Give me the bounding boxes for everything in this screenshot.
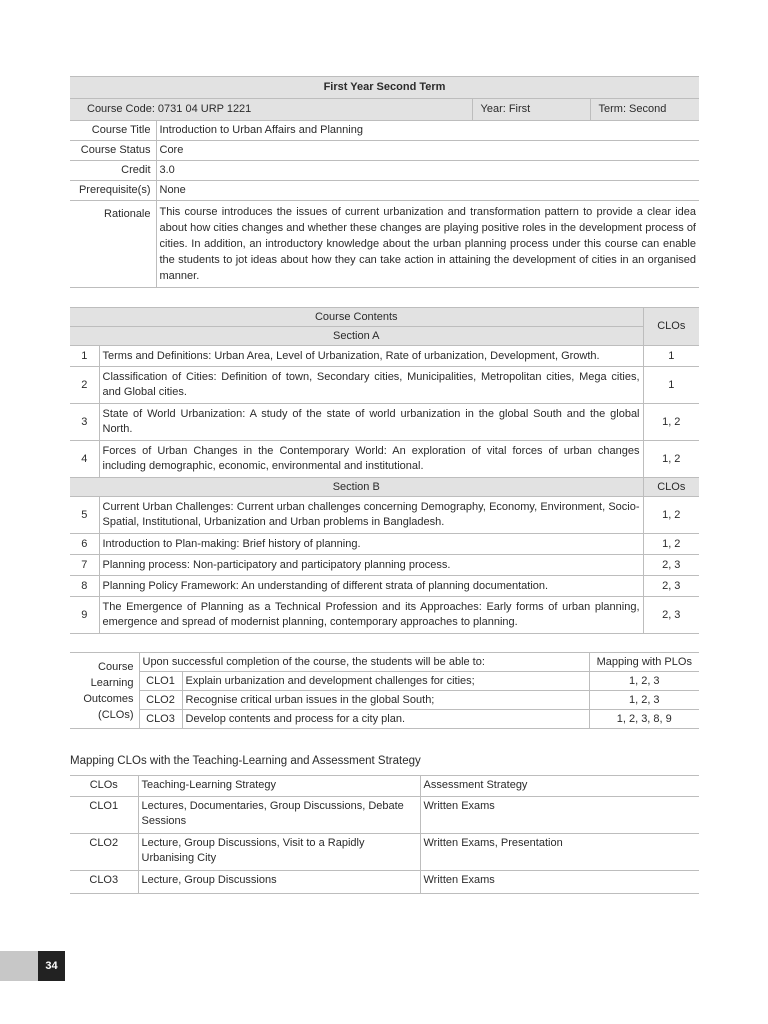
content-clo: 1 bbox=[643, 367, 699, 404]
content-text: Introduction to Plan-making: Brief history of planning. bbox=[99, 534, 643, 555]
info-value: Introduction to Urban Affairs and Planning bbox=[156, 121, 699, 141]
content-row bbox=[70, 497, 699, 534]
content-number: 7 bbox=[70, 555, 99, 576]
info-label: Prerequisite(s) bbox=[70, 181, 156, 201]
info-row-credit bbox=[70, 161, 699, 181]
mapping-assessment: Written Exams bbox=[420, 871, 699, 894]
content-clo: 1, 2 bbox=[643, 534, 699, 555]
outcome-code: CLO2 bbox=[139, 691, 182, 710]
mapping-header-assessment: Assessment Strategy bbox=[420, 776, 699, 797]
term-title: First Year Second Term bbox=[70, 77, 699, 99]
page-number: 34 bbox=[38, 951, 65, 981]
term-label: Term: Second bbox=[590, 99, 699, 121]
content-row bbox=[70, 346, 699, 367]
mapping-clo: CLO1 bbox=[70, 797, 138, 834]
outcome-text: Explain urbanization and development challenges for cities; bbox=[182, 672, 589, 691]
course-info-table bbox=[70, 76, 699, 288]
content-row bbox=[70, 441, 699, 478]
outcome-plos: 1, 2, 3 bbox=[589, 672, 699, 691]
mapping-plos-header: Mapping with PLOs bbox=[589, 653, 699, 672]
info-row-rationale bbox=[70, 201, 699, 288]
content-number: 5 bbox=[70, 497, 99, 534]
content-number: 4 bbox=[70, 441, 99, 478]
content-number: 6 bbox=[70, 534, 99, 555]
footer-band bbox=[0, 951, 38, 981]
content-row bbox=[70, 367, 699, 404]
mapping-teaching: Lecture, Group Discussions, Visit to a Rapidly Urbanising City bbox=[138, 834, 420, 871]
content-row bbox=[70, 597, 699, 634]
section-b-header: Section B bbox=[70, 478, 643, 497]
content-text: Current Urban Challenges: Current urban challenges concerning Demography, Economy, Environment, Socio-Spatial, Institutional, Urbanization and Urban problems in Bangladesh. bbox=[99, 497, 643, 534]
content-row bbox=[70, 576, 699, 597]
content-clo: 2, 3 bbox=[643, 555, 699, 576]
course-contents-header: Course Contents bbox=[70, 308, 643, 327]
outcome-plos: 1, 2, 3 bbox=[589, 691, 699, 710]
mapping-title: Mapping CLOs with the Teaching-Learning and Assessment Strategy bbox=[70, 755, 421, 767]
content-clo: 1 bbox=[643, 346, 699, 367]
content-clo: 1, 2 bbox=[643, 497, 699, 534]
content-clo: 1, 2 bbox=[643, 404, 699, 441]
mapping-clo: CLO2 bbox=[70, 834, 138, 871]
outcome-text: Develop contents and process for a city plan. bbox=[182, 710, 589, 729]
clos-header: CLOs bbox=[643, 308, 699, 346]
info-label: Course Title bbox=[70, 121, 156, 141]
info-row-course-status bbox=[70, 141, 699, 161]
outcome-row bbox=[70, 710, 699, 729]
content-text: Forces of Urban Changes in the Contemporary World: An exploration of vital forces of urban changes including demographic, economic, environmental and institutional. bbox=[99, 441, 643, 478]
outcome-row bbox=[70, 691, 699, 710]
course-contents-table bbox=[70, 307, 699, 634]
learning-outcomes-table bbox=[70, 652, 699, 729]
mapping-row bbox=[70, 834, 699, 871]
outcome-code: CLO3 bbox=[139, 710, 182, 729]
mapping-teaching: Lectures, Documentaries, Group Discussions, Debate Sessions bbox=[138, 797, 420, 834]
mapping-row bbox=[70, 871, 699, 894]
content-number: 3 bbox=[70, 404, 99, 441]
content-row bbox=[70, 534, 699, 555]
mapping-header-clos: CLOs bbox=[70, 776, 138, 797]
content-number: 8 bbox=[70, 576, 99, 597]
info-row-course-title bbox=[70, 121, 699, 141]
outcome-plos: 1, 2, 3, 8, 9 bbox=[589, 710, 699, 729]
outcome-text: Recognise critical urban issues in the global South; bbox=[182, 691, 589, 710]
mapping-assessment: Written Exams bbox=[420, 797, 699, 834]
info-row-prerequisites bbox=[70, 181, 699, 201]
outcome-code: CLO1 bbox=[139, 672, 182, 691]
mapping-teaching: Lecture, Group Discussions bbox=[138, 871, 420, 894]
content-row bbox=[70, 404, 699, 441]
content-number: 9 bbox=[70, 597, 99, 634]
content-clo: 1, 2 bbox=[643, 441, 699, 478]
outcome-row bbox=[70, 672, 699, 691]
content-row bbox=[70, 555, 699, 576]
info-label: Course Status bbox=[70, 141, 156, 161]
content-text: Planning process: Non-participatory and participatory planning process. bbox=[99, 555, 643, 576]
info-value: None bbox=[156, 181, 699, 201]
outcomes-intro: Upon successful completion of the course, the students will be able to: bbox=[139, 653, 589, 672]
content-text: The Emergence of Planning as a Technical Profession and its Approaches: Early forms of urban planning, emergence and spread of modernist planning, contemporary approaches to planning. bbox=[99, 597, 643, 634]
page-footer bbox=[0, 951, 65, 981]
content-clo: 2, 3 bbox=[643, 597, 699, 634]
mapping-row bbox=[70, 797, 699, 834]
outcomes-side-label: Course Learning Outcomes (CLOs) bbox=[70, 653, 139, 729]
content-clo: 2, 3 bbox=[643, 576, 699, 597]
year-label: Year: First bbox=[472, 99, 590, 121]
rationale-text: This course introduces the issues of current urbanization and transformation pattern to provide a clear idea about how cities changes and whether these changes are playing positive roles in the development process of cities. In addition, an introductory knowledge about the urban planning process under this course can enable the students to jot ideas about how they can take action in attaining the development of cities in an organised manner. bbox=[156, 201, 699, 288]
mapping-clo: CLO3 bbox=[70, 871, 138, 894]
content-text: Classification of Cities: Definition of town, Secondary cities, Municipalities, Metropolitan cities, Mega cities, and Global cities. bbox=[99, 367, 643, 404]
info-value: Core bbox=[156, 141, 699, 161]
content-text: Planning Policy Framework: An understanding of different strata of planning documentation. bbox=[99, 576, 643, 597]
mapping-header-teaching: Teaching-Learning Strategy bbox=[138, 776, 420, 797]
content-text: State of World Urbanization: A study of the state of world urbanization in the global South and the global North. bbox=[99, 404, 643, 441]
info-value: 3.0 bbox=[156, 161, 699, 181]
section-b-clos-header: CLOs bbox=[643, 478, 699, 497]
rationale-label: Rationale bbox=[70, 201, 156, 288]
info-label: Credit bbox=[70, 161, 156, 181]
mapping-strategy-table bbox=[70, 775, 699, 894]
content-number: 1 bbox=[70, 346, 99, 367]
section-a-header: Section A bbox=[70, 327, 643, 346]
mapping-assessment: Written Exams, Presentation bbox=[420, 834, 699, 871]
course-code: Course Code: 0731 04 URP 1221 bbox=[70, 99, 472, 121]
content-text: Terms and Definitions: Urban Area, Level of Urbanization, Rate of urbanization, Development, Growth. bbox=[99, 346, 643, 367]
content-number: 2 bbox=[70, 367, 99, 404]
